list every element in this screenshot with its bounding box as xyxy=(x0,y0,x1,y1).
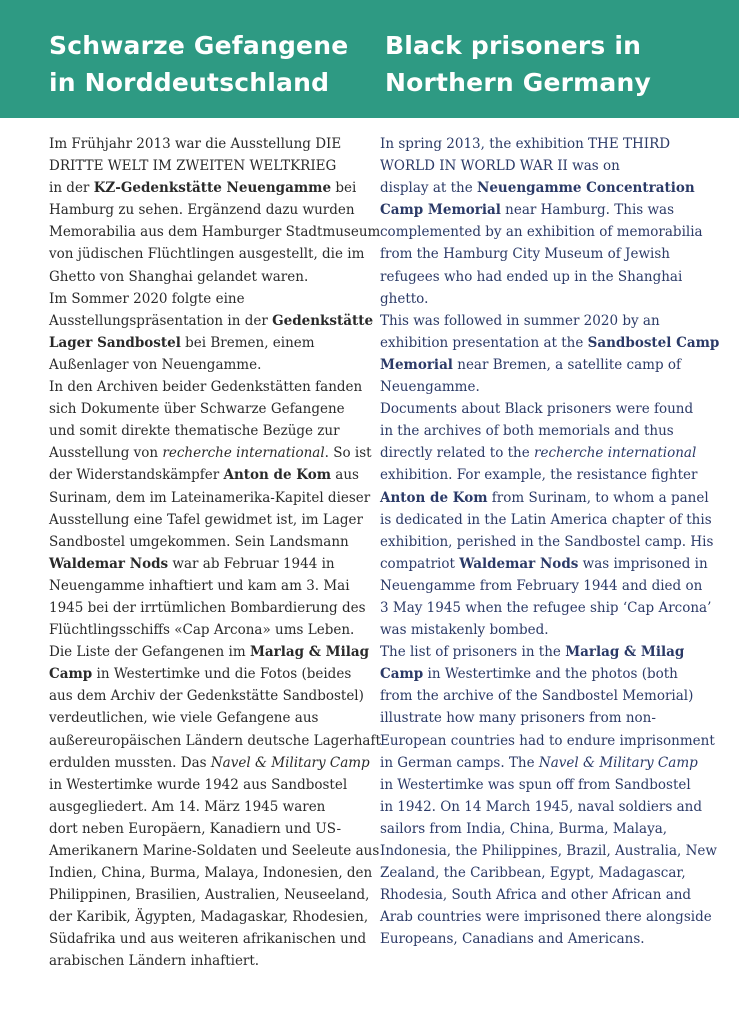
text-run: in the archives of both memorials and thus xyxy=(380,423,674,440)
text-run: illustrate how many prisoners from non- xyxy=(380,710,656,727)
italic-term: recherche international xyxy=(162,445,325,462)
text-run: dort neben Europäern, Kanadiern und US- xyxy=(49,820,342,837)
text-line xyxy=(380,575,715,597)
text-run: is dedicated in the Latin America chapter of this xyxy=(380,511,712,528)
text-line xyxy=(380,177,715,199)
text-run: Indien, China, Burma, Malaya, Indonesien, den xyxy=(49,865,373,882)
text-run: WORLD IN WORLD WAR II was on xyxy=(380,158,620,175)
text-line xyxy=(49,288,371,310)
text-line xyxy=(49,509,371,531)
text-run: Zealand, the Caribbean, Egypt, Madagascar, xyxy=(380,865,686,882)
text-line xyxy=(49,641,371,663)
bold-term: Marlag & Milag xyxy=(565,644,685,661)
text-line xyxy=(380,840,715,862)
text-run: near Hamburg. This was xyxy=(500,202,675,219)
text-run: war ab Februar 1944 in xyxy=(168,555,335,572)
text-line xyxy=(49,376,371,398)
text-run: in Westertimke was spun off from Sandbostel xyxy=(380,776,691,793)
text-run: in Westertimke wurde 1942 aus Sandbostel xyxy=(49,776,348,793)
text-line xyxy=(49,177,371,199)
text-run: from the archive of the Sandbostel Memorial) xyxy=(380,688,694,705)
text-run: exhibition presentation at the xyxy=(380,334,588,351)
text-run: was imprisoned in xyxy=(578,555,708,572)
bold-term: Waldemar Nods xyxy=(49,555,169,572)
text-run: DRITTE WELT IM ZWEITEN WELTKRIEG xyxy=(49,158,337,175)
text-run: sailors from India, China, Burma, Malaya, xyxy=(380,820,668,837)
text-line xyxy=(380,641,715,663)
text-line xyxy=(380,464,715,486)
text-line xyxy=(380,597,715,619)
text-run: Neuengamme. xyxy=(380,379,480,396)
bold-term: Lager Sandbostel xyxy=(49,334,181,351)
text-run: ausgegliedert. Am 14. März 1945 waren xyxy=(49,798,326,815)
text-run: Neuengamme inhaftiert und kam am 3. Mai xyxy=(49,577,350,594)
text-run: aus dem Archiv der Gedenkstätte Sandbostel) xyxy=(49,688,364,705)
text-line xyxy=(380,288,715,310)
text-line xyxy=(49,575,371,597)
text-run: der Karibik, Ägypten, Madagaskar, Rhodesien, xyxy=(49,909,369,926)
text-run: from Surinam, to whom a panel xyxy=(487,489,709,506)
text-line xyxy=(49,707,371,729)
text-line xyxy=(380,884,715,906)
text-run: from the Hamburg City Museum of Jewish xyxy=(380,246,670,263)
text-run: verdeutlichen, wie viele Gefangene aus xyxy=(49,710,319,727)
text-line xyxy=(380,509,715,531)
text-line xyxy=(49,199,371,221)
text-run: was mistakenly bombed. xyxy=(380,622,549,639)
text-line xyxy=(49,862,371,884)
bold-term: Camp xyxy=(49,666,93,683)
text-line xyxy=(380,685,715,707)
text-line xyxy=(49,950,371,972)
text-line xyxy=(49,332,371,354)
text-line xyxy=(380,266,715,288)
text-line xyxy=(49,597,371,619)
text-line xyxy=(380,221,715,243)
text-run: Hamburg zu sehen. Ergänzend dazu wurden xyxy=(49,202,355,219)
text-run: display at the xyxy=(380,180,477,197)
text-line xyxy=(49,840,380,862)
text-line xyxy=(49,796,371,818)
text-line xyxy=(49,310,374,332)
text-run: arabischen Ländern inhaftiert. xyxy=(49,953,260,970)
text-line xyxy=(49,818,371,840)
text-run: Surinam, dem im Lateinamerika-Kapitel dieser xyxy=(49,489,371,506)
text-line xyxy=(49,531,371,553)
text-line xyxy=(49,420,371,442)
text-run: Europeans, Canadians and Americans. xyxy=(380,931,645,948)
text-run: erdulden mussten. Das xyxy=(49,754,211,771)
text-run: Neuengamme from February 1944 and died on xyxy=(380,577,703,594)
text-run: Ausstellung von xyxy=(49,445,163,462)
text-run: Im Sommer 2020 folgte eine xyxy=(49,290,245,307)
text-line xyxy=(49,487,371,509)
bold-term: Gedenkstätte xyxy=(272,312,374,329)
text-run: Indonesia, the Philippines, Brazil, Australia, New xyxy=(380,843,717,859)
text-line xyxy=(49,398,371,420)
text-line xyxy=(380,133,715,155)
text-line xyxy=(380,906,715,928)
text-run: in Westertimke und die Fotos (beides xyxy=(92,666,352,683)
text-run: Amerikanern Marine-Soldaten und Seeleute aus xyxy=(49,843,380,859)
text-line xyxy=(380,243,715,265)
text-line xyxy=(49,133,371,155)
text-line xyxy=(49,663,371,685)
bold-term: Memorial xyxy=(380,356,453,373)
text-line xyxy=(380,818,715,840)
text-line xyxy=(49,243,371,265)
text-run: in Westertimke and the photos (both xyxy=(423,666,678,683)
text-run: refugees who had ended up in the Shanghai xyxy=(380,268,683,285)
english-title xyxy=(385,27,651,101)
text-run: 3 May 1945 when the refugee ship ‘Cap Arcona’ xyxy=(380,599,712,616)
text-line xyxy=(380,928,715,950)
text-line xyxy=(49,884,371,906)
text-line xyxy=(49,464,371,486)
text-line xyxy=(380,398,715,420)
text-run: ghetto. xyxy=(380,290,429,307)
bold-term: Anton de Kom xyxy=(380,489,488,506)
text-run: Flüchtlingsschiffs «Cap Arcona» ums Leben. xyxy=(49,622,355,639)
german-title-line: Schwarze Gefangene xyxy=(49,31,349,60)
text-line xyxy=(49,685,371,707)
text-line xyxy=(49,730,381,752)
text-run: complemented by an exhibition of memorabilia xyxy=(380,224,703,241)
text-line xyxy=(380,774,715,796)
bold-term: Anton de Kom xyxy=(223,467,331,484)
text-line xyxy=(49,928,371,950)
text-line xyxy=(380,553,715,575)
italic-term: Navel & Military Camp xyxy=(210,754,370,771)
text-run: exhibition, perished in the Sandbostel camp. His xyxy=(380,533,714,550)
bold-term: Sandbostel Camp xyxy=(587,334,720,351)
text-run: bei xyxy=(331,180,357,197)
text-run: aus xyxy=(331,467,359,484)
text-line xyxy=(380,707,715,729)
text-run: in 1942. On 14 March 1945, naval soldiers and xyxy=(380,798,702,815)
text-line xyxy=(49,442,371,464)
text-run: Südafrika und aus weiteren afrikanischen und xyxy=(49,931,367,948)
bold-term: Camp Memorial xyxy=(380,202,501,219)
text-line xyxy=(49,354,371,376)
text-line xyxy=(380,332,720,354)
text-run: Philippinen, Brasilien, Australien, Neuseeland, xyxy=(49,887,370,904)
text-line xyxy=(380,420,715,442)
text-line xyxy=(380,487,715,509)
text-run: bei Bremen, einem xyxy=(180,334,315,351)
text-run: near Bremen, a satellite camp of xyxy=(452,356,682,373)
german-title xyxy=(49,27,348,101)
text-run: Sandbostel umgekommen. Sein Landsmann xyxy=(49,533,349,550)
bold-term: Waldemar Nods xyxy=(459,555,579,572)
text-run: von jüdischen Flüchtlingen ausgestellt, die im xyxy=(49,246,365,263)
text-line xyxy=(49,906,371,928)
text-line xyxy=(380,531,715,553)
text-line xyxy=(380,619,715,641)
german-text-column xyxy=(49,133,381,973)
bold-term: Neuengamme Concentration xyxy=(476,180,695,197)
text-line xyxy=(380,796,715,818)
text-run: in der xyxy=(49,180,94,197)
text-line xyxy=(49,266,371,288)
text-run: Arab countries were imprisoned there alongside xyxy=(380,909,712,926)
text-run: European countries had to endure imprisonment xyxy=(380,732,715,749)
text-run: directly related to the xyxy=(380,445,535,462)
text-run: außereuropäischen Ländern deutsche Lagerhaft xyxy=(49,732,381,749)
text-run: Ausstellung eine Tafel gewidmet ist, im Lager xyxy=(49,511,363,528)
title-banner xyxy=(0,0,739,118)
italic-term: recherche international xyxy=(534,445,697,462)
text-run: Rhodesia, South Africa and other African and xyxy=(380,887,692,904)
german-title-line: in Norddeutschland xyxy=(49,68,330,97)
text-line xyxy=(49,553,371,575)
text-run: Die Liste der Gefangenen im xyxy=(49,644,250,661)
text-run: der Widerstandskämpfer xyxy=(49,467,224,484)
text-line xyxy=(380,862,715,884)
bold-term: KZ-Gedenkstätte Neuengamme xyxy=(93,180,332,197)
english-text-column xyxy=(380,133,720,950)
text-line xyxy=(380,730,715,752)
text-run: This was followed in summer 2020 by an xyxy=(380,312,660,329)
text-run: Ghetto von Shanghai gelandet waren. xyxy=(49,268,309,285)
text-run: und somit direkte thematische Bezüge zur xyxy=(49,423,340,440)
text-line xyxy=(380,310,715,332)
text-line xyxy=(380,442,715,464)
text-run: exhibition. For example, the resistance fighter xyxy=(380,467,698,484)
italic-term: Navel & Military Camp xyxy=(538,754,698,771)
bold-term: Camp xyxy=(380,666,424,683)
text-run: Memorabilia aus dem Hamburger Stadtmuseum xyxy=(49,224,381,241)
text-line xyxy=(380,354,715,376)
text-line xyxy=(49,752,371,774)
text-run: Im Frühjahr 2013 war die Ausstellung DIE xyxy=(49,136,342,152)
text-line xyxy=(380,155,715,177)
text-line xyxy=(380,199,715,221)
english-title-line: Black prisoners in xyxy=(385,31,642,60)
text-run: The list of prisoners in the xyxy=(380,644,566,661)
text-line xyxy=(49,619,371,641)
text-line xyxy=(49,774,371,796)
text-line xyxy=(49,155,371,177)
text-run: In spring 2013, the exhibition THE THIRD xyxy=(380,136,671,152)
text-run: in German camps. The xyxy=(380,754,539,771)
text-line xyxy=(49,221,381,243)
text-run: . So ist xyxy=(324,445,372,462)
text-run: sich Dokumente über Schwarze Gefangene xyxy=(49,401,345,418)
text-run: Documents about Black prisoners were found xyxy=(380,401,694,418)
text-line xyxy=(380,663,715,685)
text-run: 1945 bei der irrtümlichen Bombardierung des xyxy=(49,599,366,616)
text-run: In den Archiven beider Gedenkstätten fanden xyxy=(49,379,363,396)
text-run: Ausstellungspräsentation in der xyxy=(49,312,273,329)
text-run: Außenlager von Neuengamme. xyxy=(49,356,262,373)
text-line xyxy=(380,376,715,398)
english-title-line: Northern Germany xyxy=(385,68,651,97)
text-line xyxy=(380,752,715,774)
bold-term: Marlag & Milag xyxy=(249,644,370,661)
text-run: compatriot xyxy=(380,555,460,572)
